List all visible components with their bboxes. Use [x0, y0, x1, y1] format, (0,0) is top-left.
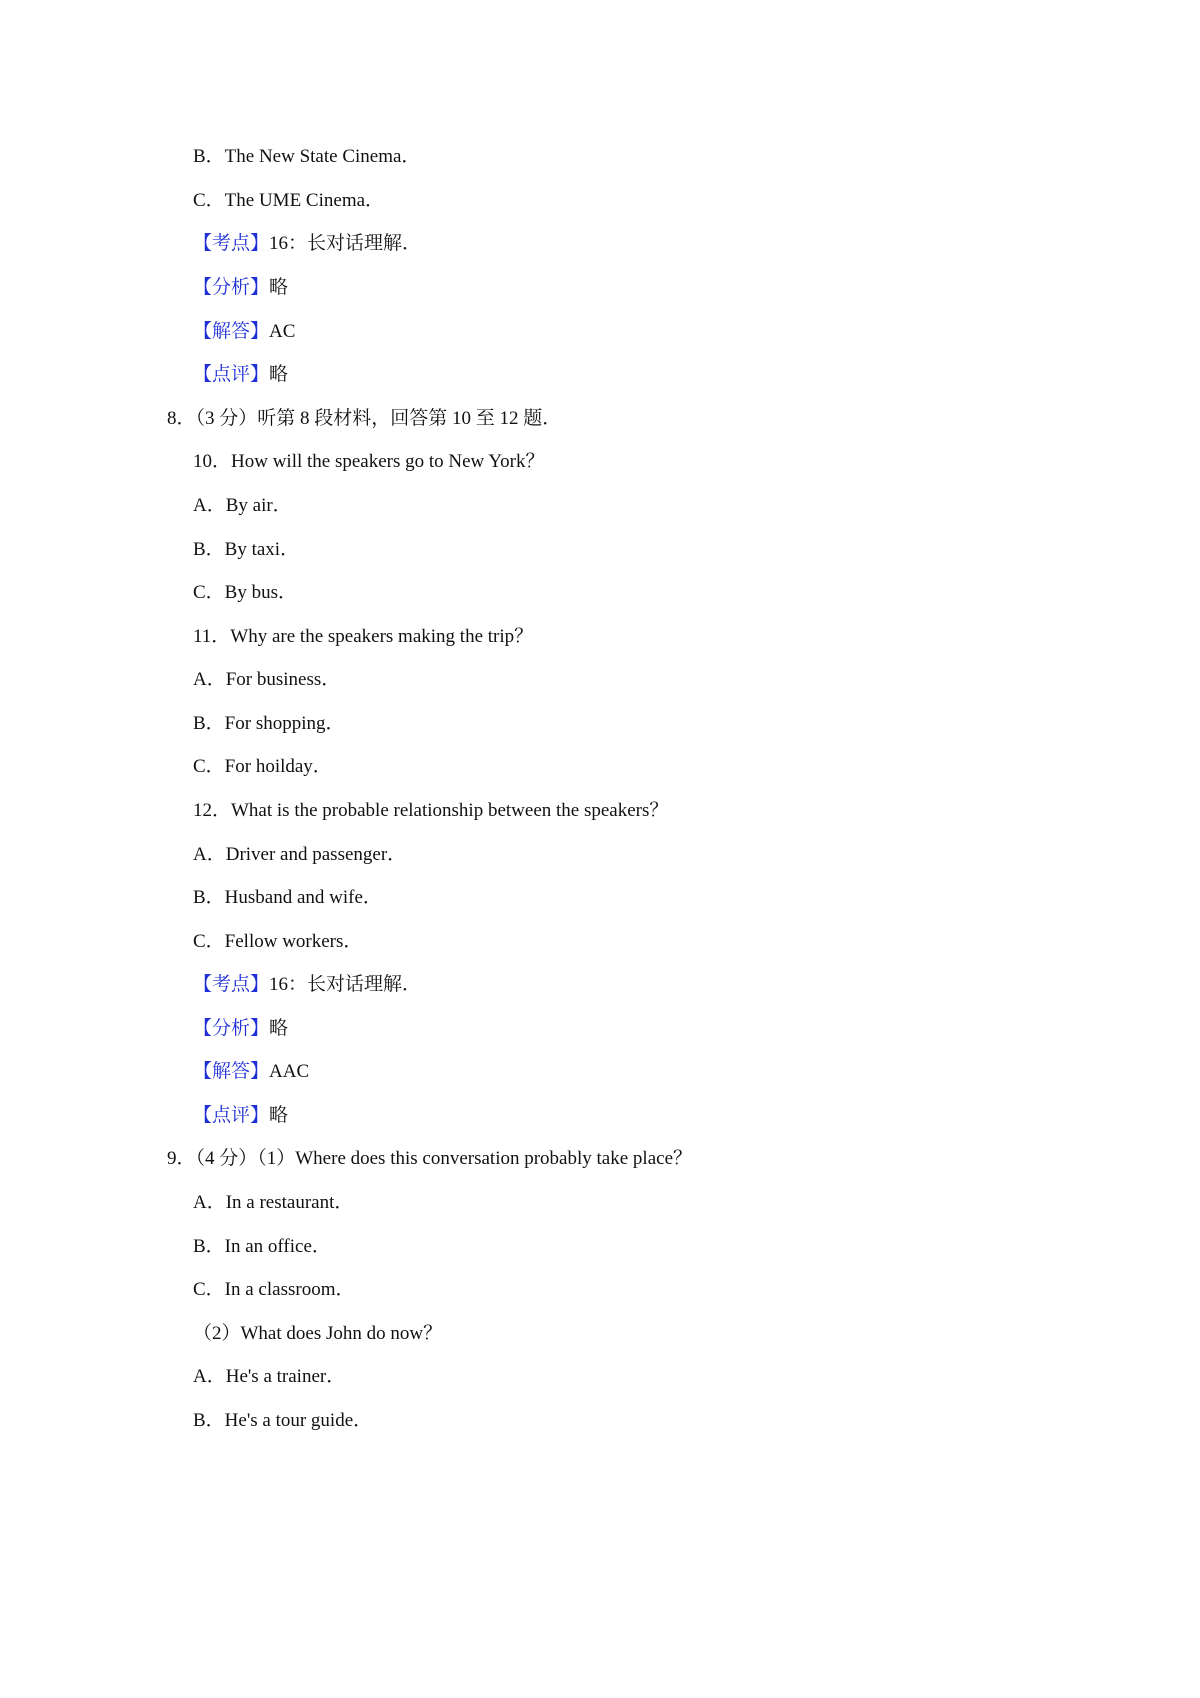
text-line: [193, 1235, 331, 1259]
answer-tag-line: [193, 1017, 288, 1041]
text-line: [193, 450, 544, 474]
tag-label-fenxi: 【分析】: [193, 1018, 270, 1039]
answer-tag-line: [193, 1104, 288, 1128]
text-line: [193, 581, 297, 605]
text-line: [193, 494, 292, 518]
tag-label-kaodian: 【考点】: [193, 233, 270, 254]
tag-label-jieda: 【解答】: [193, 321, 270, 342]
option-text: B．The New State Cinema．: [193, 146, 421, 167]
option-text: A．By air．: [193, 495, 292, 516]
text-line: [193, 1278, 354, 1302]
answer-tag-line: [193, 363, 288, 387]
question-text: 8．（3 分）听第 8 段材料，回答第 10 至 12 题．: [167, 408, 562, 429]
option-text: C．In a classroom．: [193, 1279, 355, 1300]
option-text: A．In a restaurant．: [193, 1192, 354, 1213]
option-text: A．For business．: [193, 669, 341, 690]
text-line: [193, 755, 332, 779]
tag-content: AAC: [269, 1061, 310, 1082]
text-line: [193, 712, 345, 736]
tag-label-kaodian: 【考点】: [193, 974, 270, 995]
option-text: C．By bus．: [193, 582, 297, 603]
option-text: B．For shopping．: [193, 713, 345, 734]
answer-tag-line: [193, 232, 421, 256]
text-line: [193, 189, 384, 213]
option-text: C．Fellow workers．: [193, 931, 363, 952]
subquestion-text: 10．How will the speakers go to New York？: [193, 451, 545, 472]
tag-content: 略: [269, 1105, 289, 1126]
subquestion-text: 11．Why are the speakers making the trip？: [193, 626, 534, 647]
text-line: [193, 538, 299, 562]
tag-label-dianping: 【点评】: [193, 1105, 270, 1126]
tag-content: 略: [269, 364, 289, 385]
text-line: [193, 1409, 372, 1433]
option-text: B．Husband and wife．: [193, 887, 382, 908]
text-line: [193, 843, 406, 867]
option-text: A．He's a trainer．: [193, 1366, 346, 1387]
tag-label-fenxi: 【分析】: [193, 277, 270, 298]
option-text: B．He's a tour guide．: [193, 1410, 373, 1431]
option-text: C．The UME Cinema．: [193, 190, 385, 211]
question-text: 9．（4 分）（1）Where does this conversation probably take place？: [167, 1148, 692, 1169]
answer-tag-line: [193, 973, 421, 997]
tag-content: 16：长对话理解．: [269, 233, 422, 254]
text-line: [193, 668, 340, 692]
text-line: [193, 930, 362, 954]
text-line: [193, 1191, 353, 1215]
answer-tag-line: [193, 320, 295, 344]
option-text: B．By taxi．: [193, 539, 300, 560]
answer-tag-line: [193, 276, 288, 300]
subquestion-text: 12．What is the probable relationship between the speakers？: [193, 800, 669, 821]
answer-tag-line: [193, 1060, 309, 1084]
text-line: [193, 799, 668, 823]
tag-content: 略: [269, 1018, 289, 1039]
subquestion-text: （2）What does John do now？: [193, 1323, 443, 1344]
text-line: [193, 625, 533, 649]
option-text: C．For hoilday．: [193, 756, 332, 777]
text-line: [193, 1365, 345, 1389]
tag-label-dianping: 【点评】: [193, 364, 270, 385]
tag-label-jieda: 【解答】: [193, 1061, 270, 1082]
question-heading: [167, 407, 561, 431]
question-heading: [167, 1147, 692, 1171]
tag-content: 略: [269, 277, 289, 298]
option-text: B．In an office．: [193, 1236, 331, 1257]
text-line: [193, 1322, 442, 1346]
tag-content: AC: [269, 321, 296, 342]
option-text: A．Driver and passenger．: [193, 844, 407, 865]
text-line: [193, 886, 382, 910]
text-line: [193, 145, 420, 169]
tag-content: 16：长对话理解．: [269, 974, 422, 995]
